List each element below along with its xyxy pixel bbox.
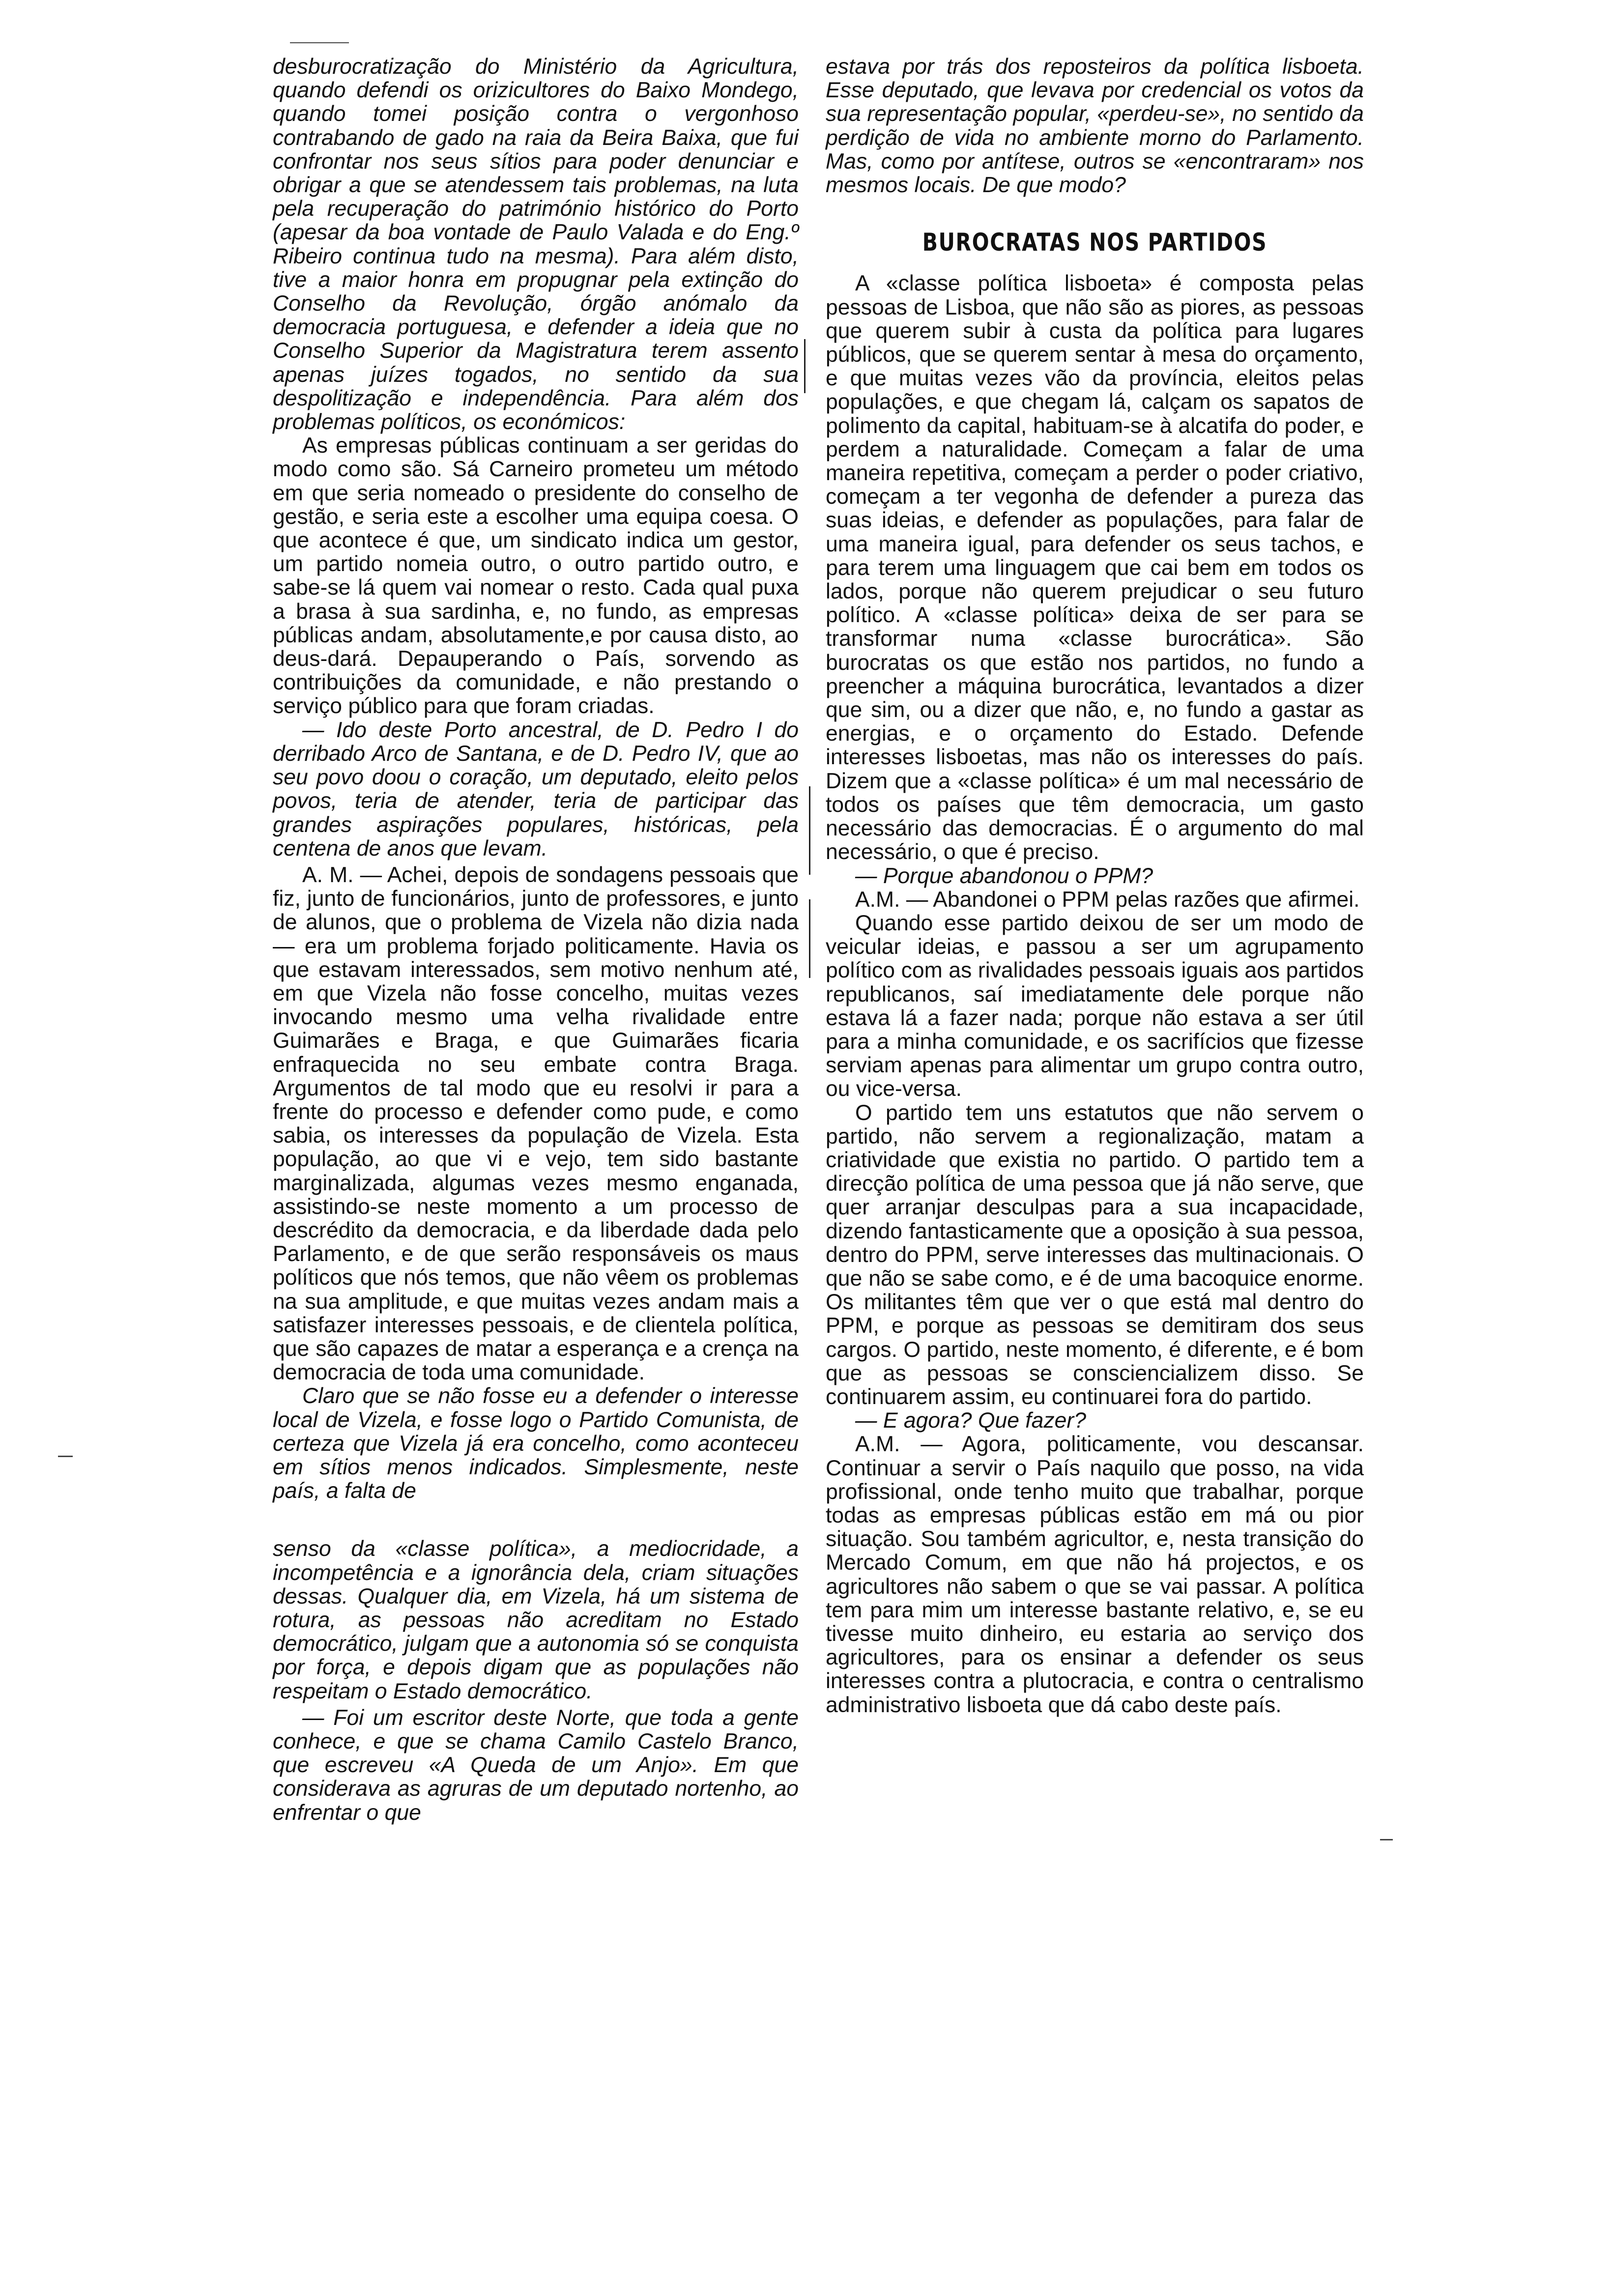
right-question-2: — E agora? Que fazer?	[855, 1408, 1086, 1433]
left-paragraph-6: senso da «classe política», a mediocridade, a incompetência e a ignorância dela, criam situações dessas. Qualquer dia, em Vizela, há um sistema de rotura, as pessoas não acreditam no Estado democrático, julgam que a autonomia só se conquista por força, e depois digam que as populações não respeitam o Estado democrático.	[273, 1537, 799, 1703]
left-paragraph-2: As empresas públicas continuam a ser geridas do modo como são. Sá Carneiro prometeu um método em que seria nomeado o presidente do conselho de gestão, e seria este a escolher uma equipa coesa. O que acontece é que, um sindicato indica um gestor, um partido nomeia outro, o outro partido outro, e sabe-se lá quem vai nomear o resto. Cada qual puxa a brasa à sua sardinha, e, no fundo, as empresas públicas andam, absolutamente,e por causa disto, ao deus-dará. Depauperando o País, sorvendo as contribuições da comunidade, e não prestando o serviço público para que foram criadas.	[273, 433, 799, 718]
right-paragraph-1: estava por trás dos reposteiros da política lisboeta. Esse deputado, que levava por credencial os votos da sua representação popular, «perdeu-se», no sentido da perdição de vida no ambiente morno do Parlamento. Mas, como por antítese, outros se «encontraram» nos mesmos locais. De que modo?	[826, 55, 1364, 198]
scan-mark-top	[290, 42, 349, 43]
right-paragraph-4: Quando esse partido deixou de ser um modo de veicular ideias, e passou a ser um agrupamento político com as rivalidades pessoais iguais aos partidos republicanos, saí imediatamente dele porque não estava lá a fazer nada; porque não estava a ser útil para a minha comunidade, e os sacrifícios que fizesse serviam apenas para alimentar um grupo contra outro, ou vice-versa.	[826, 911, 1364, 1101]
right-column	[826, 55, 1364, 1717]
right-paragraph-6: A.M. — Agora, politicamente, vou descansar. Continuar a servir o País naquilo que posso, na vida profissional, onde tenho muito que trabalhar, porque todas as empresas públicas estão em má ou pior situação. Sou também agricultor, e, nesta transição do Mercado Comum, em que não há projectos, e os agricultores não sabem o que se vai passar. A política tem para mim um interesse bastante relativo, e, se eu tivesse muito dinheiro, eu estaria ao serviço dos agricultores, para os ensinar a defender os seus interesses contra a plutocracia, e contra o centralismo administrativo lisboeta que dá cabo deste país.	[826, 1432, 1364, 1717]
left-paragraph-7: — Foi um escritor deste Norte, que toda a gente conhece, e que se chama Camilo Castelo Branco, que escreveu «A Queda de um Anjo». Em que considerava as agruras de um deputado nortenho, ao enfrentar o que	[273, 1705, 799, 1825]
scan-mark-left	[58, 1456, 73, 1457]
right-paragraph-3: A.M. — Abandonei o PPM pelas razões que afirmei.	[855, 887, 1360, 912]
right-paragraph-5: O partido tem uns estatutos que não servem o partido, não servem a regionalização, matam a criatividade que existia no partido. O partido tem a direcção política de uma pessoa que já não serve, que quer arranjar desculpas para a sua incapacidade, dizendo fantasticamente que a oposição à sua pessoa, dentro do PPM, serve interesses das multinacionais. O que não se sabe como, e é de uma bacoquice enorme. Os militantes têm que ver o que está mal dentro do PPM, e porque as pessoas se demitiram dos seus cargos. O partido, neste momento, é diferente, e é bom que as pessoas se consciencializem disso. Se continuarem assim, eu continuarei fora do partido.	[826, 1100, 1364, 1409]
left-paragraph-1: desburocratização do Ministério da Agricultura, quando defendi os orizicultores do Baixo Mondego, quando tomei posição contra o vergonhoso contrabando de gado na raia da Beira Baixa, que fui confrontar nos seus sítios para poder denunciar e obrigar a que se atendessem tais problemas, na luta pela recuperação do património histórico do Porto (apesar da boa vontade de Paulo Valada e do Eng.º Ribeiro continua tudo na mesma). Para além disto, tive a maior honra em propugnar pela extinção do Conselho da Revolução, órgão anómalo da democracia portuguesa, e defender a ideia que no Conselho Superior da Magistratura terem assento apenas juízes togados, no sentido da sua despolitização e independência. Para além dos problemas políticos, os económicos:	[273, 55, 799, 434]
left-column	[273, 55, 799, 1825]
left-paragraph-4: A. M. — Achei, depois de sondagens pessoais que fiz, junto de funcionários, junto de professores, e junto de alunos, que o problema de Vizela não dizia nada — era um problema forjado politicamente. Havia os que estavam interessados, sem motivo nenhum até, em que Vizela não fosse concelho, muitas vezes invocando mesmo uma velha rivalidade entre Guimarães e Braga, e que Guimarães ficaria enfraquecida no seu embate contra Braga. Argumentos de tal modo que eu resolvi ir para a frente do processo e defender como pude, e como sabia, os interesses da população de Vizela. Esta população, ao que vi e vejo, tem sido bastante marginalizada, algumas vezes mesmo enganada, assistindo-se neste momento a um processo de descrédito da democracia, e da liberdade dada pelo Parlamento, e de que serão responsáveis os maus políticos que nós temos, que não vêem os problemas na sua amplitude, e que muitas vezes andam mais a satisfazer interesses pessoais, e de clientela política, que são capazes de matar a esperança e a crença na democracia de toda uma comunidade.	[273, 862, 799, 1385]
left-paragraph-3: — Ido deste Porto ancestral, de D. Pedro I do derribado Arco de Santana, e de D. Pedro IV, que ao seu povo doou o coração, um deputado, eleito pelos povos, teria de atender, teria de participar das grandes aspirações populares, históricas, pela centena de anos que levam.	[273, 718, 799, 861]
section-heading: BUROCRATAS NOS PARTIDOS	[922, 228, 1267, 257]
column-rule-3	[809, 899, 810, 978]
column-rule-2	[809, 786, 810, 875]
scan-mark-right	[1380, 1839, 1393, 1840]
left-paragraph-5: Claro que se não fosse eu a defender o interesse local de Vizela, e fosse logo o Partido Comunista, de certeza que Vizela já era concelho, como aconteceu em sítios menos indicados. Simplesmente, neste país, a falta de	[273, 1384, 799, 1503]
right-question-1: — Porque abandonou o PPM?	[855, 863, 1153, 888]
column-rule-1	[804, 339, 806, 393]
right-paragraph-2: A «classe política lisboeta» é composta pelas pessoas de Lisboa, que não são as piores, as pessoas que querem subir à custa da política para lugares públicos, que se querem sentar à mesa do orçamento, e que muitas vezes vão da província, eleitos pelas populações, e que chegam lá, calçam os sapatos de polimento da capital, habituam-se à alcatifa do poder, e perdem a naturalidade. Começam a falar de uma maneira repetitiva, começam a perder o poder criativo, começam a ter vegonha de defender a pureza das suas ideias, e defender as populações, para falar de uma maneira igual, para defender os seus tachos, e para terem uma linguagem que cai bem em todos os lados, porque não querem prejudicar o seu futuro político. A «classe política» deixa de ser para se transformar numa «classe burocrática». São burocratas os que estão nos partidos, no fundo a preencher a máquina burocrática, levantados a dizer que sim, ou a dizer que não, e, no fundo a gastar as energias, e o orçamento do Estado. Defende interesses lisboetas, mas não os interesses do país. Dizem que a «classe política» é um mal necessário de todos os países que têm democracia, um gasto necessário das democracias. É o argumento do mal necessário, o que é preciso.	[826, 271, 1364, 864]
